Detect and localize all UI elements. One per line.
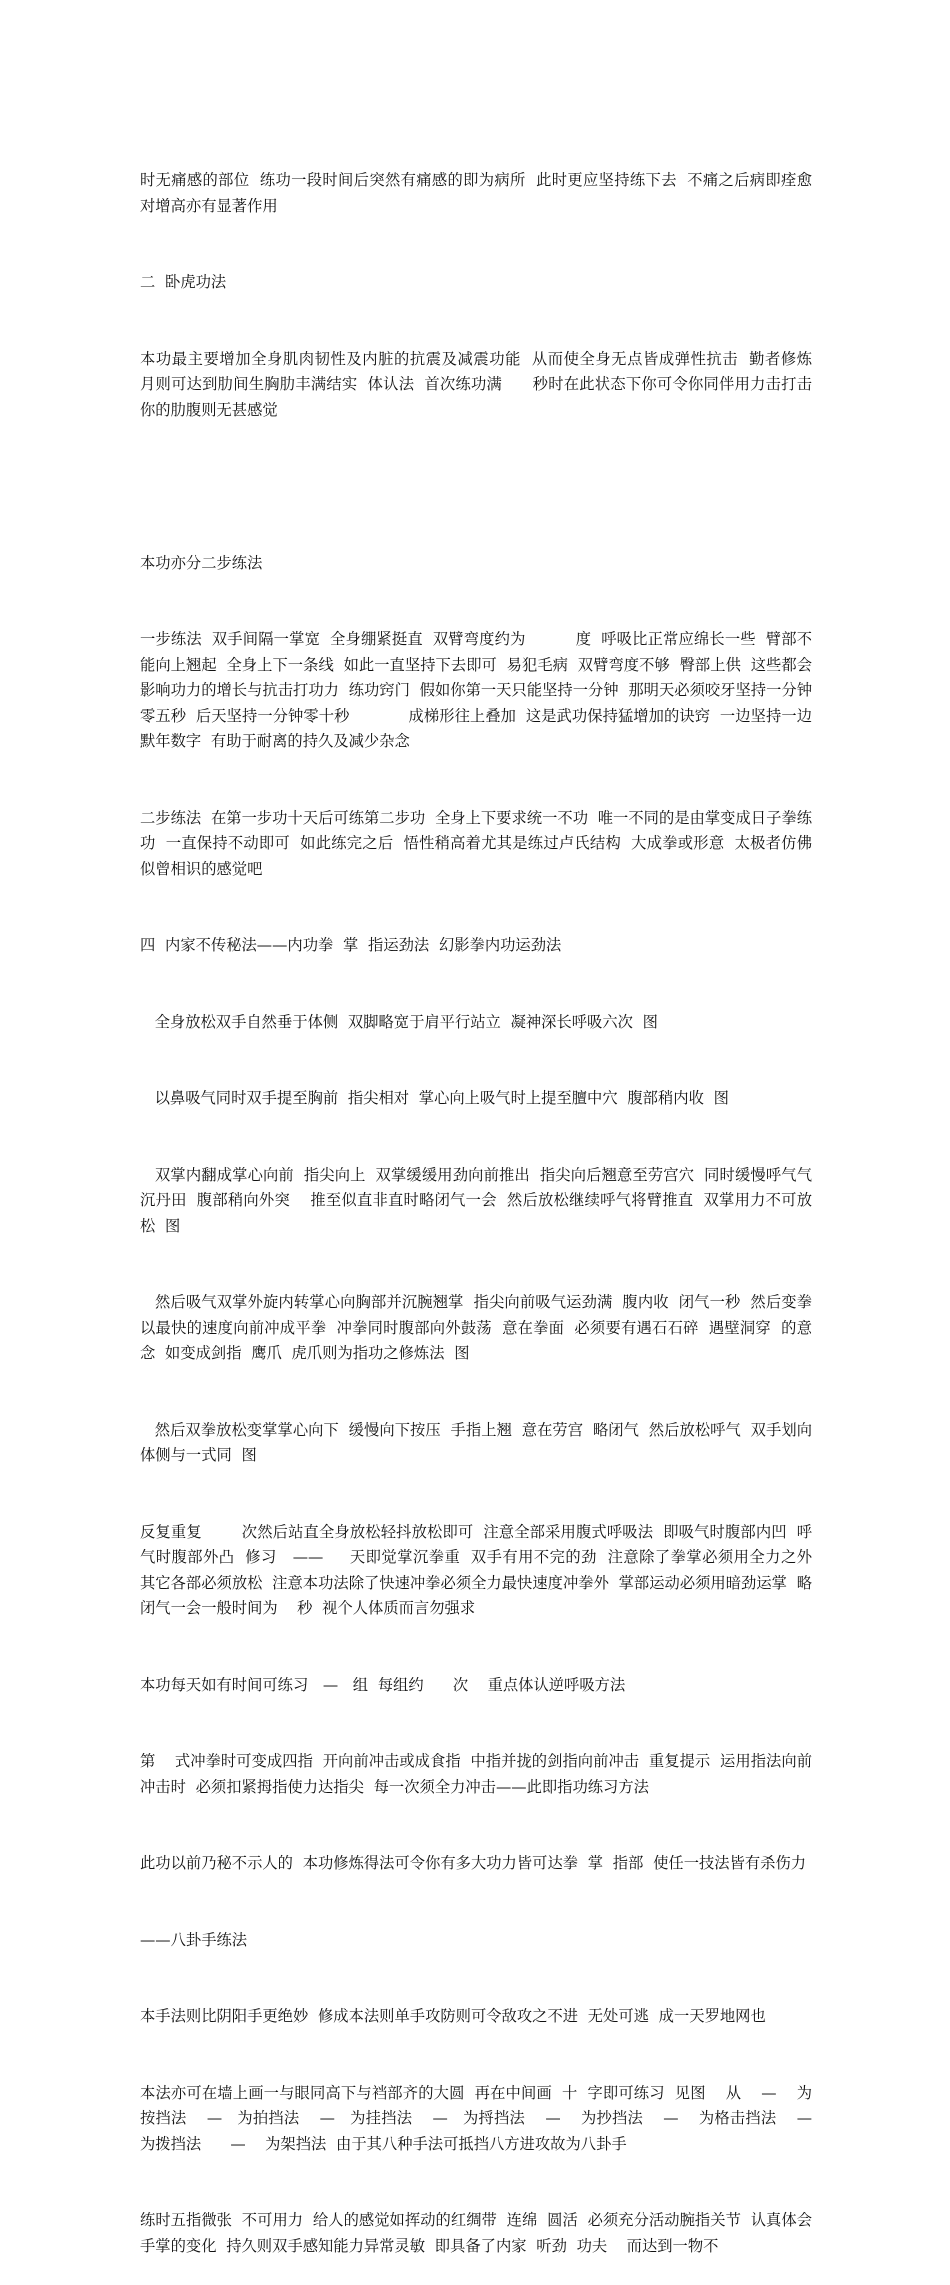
- paragraph-form-3: 双掌内翻成掌心向前 指尖向上 双掌缓缓用劲向前推出 指尖向后翘意至劳宫穴 同时缓慢呼气气沉丹田 腹部稍向外突 推至似直非直时略闭气一会 然后放松继续呼气将臂推直 双掌用力不可放松 图: [140, 1165, 813, 1235]
- paragraph-bagua-wall: 本法亦可在墙上画一与眼同高下与裆部齐的大圆 再在中间画 十 字即可练习 见图 从 — 为按挡法 — 为拍挡法 — 为挂挡法 — 为捋挡法 — 为抄挡法 — 为格击挡法 — 为拨挡法 — 为架挡法 由于其八种手法可抵挡八方进攻故为八卦手: [140, 2083, 842, 2153]
- paragraph-bagua-intro: 本手法则比阴阳手更绝妙 修成本法则单手攻防则可令敌攻之不进 无处可逃 成一天罗地网也: [140, 2007, 766, 2025]
- paragraph-wohu-intro: 本功最主要增加全身肌肉韧性及内脏的抗震及减震功能 从而使全身无点皆成弹性抗击 勤者修炼 月则可达到肋间生胸肋丰满结实 体认法 首次练功满 秒时在此状态下你可令你同伴用力击打击你的肋腹则无甚感觉: [140, 349, 842, 419]
- paragraph-daily-practice: 本功每天如有时间可练习 — 组 每组约 次 重点体认逆呼吸方法: [140, 1675, 626, 1694]
- section-heading-wohu: 二 卧虎功法: [140, 273, 227, 291]
- paragraph-repeat: 反复重复 次然后站直全身放松轻抖放松即可 注意全部采用腹式呼吸法 即吸气时腹部内凹 呼气时腹部外凸 修习 —— 天即觉掌沉拳重 双手有用不完的劲 注意除了拳掌必须用全力之外 其它各部必须放松 注意本功法除了快速冲拳必须全力最快速度冲拳外 掌部运动必须用暗劲运掌 略闭气一会一般时间为 秒 视个人体质而言勿强求: [140, 1522, 822, 1617]
- paragraph-two-steps: 本功亦分二步练法: [140, 553, 263, 572]
- paragraph-form-5: 然后双拳放松变掌掌心向下 缓慢向下按压 手指上翘 意在劳宫 略闭气 然后放松呼气 双手划向体侧与一式同 图: [140, 1420, 812, 1464]
- section-heading-neijia: 四 内家不传秘法——内功拳 掌 指运劲法 幻影拳内功运劲法: [140, 936, 562, 954]
- paragraph-secret: 此功以前乃秘不示人的 本功修炼得法可令你有多大功力皆可达拳 掌 指部 使任一技法皆有杀伤力: [140, 1854, 807, 1872]
- paragraph-intro: 时无痛感的部位 练功一段时间后突然有痛感的即为病所 此时更应坚持练下去 不痛之后病即痊愈 对增高亦有显著作用: [140, 171, 822, 215]
- section-heading-bagua: ——八卦手练法: [140, 1930, 248, 1949]
- paragraph-step-one: 一步练法 双手间隔一掌宽 全身绷紧挺直 双臂弯度约为 度 呼吸比正常应绵长一些 臂部不能向上翘起 全身上下一条线 如此一直坚持下去即可 易犯毛病 双臂弯度不够 臀部上供 这些都会影响功力的增长与抗击打功力 练功窍门 假如你第一天只能坚持一分钟 那明天必须咬牙坚持一分钟零五秒 后天坚持一分钟零十秒 成梯形往上叠加 这是武功保持猛增加的诀窍 一边坚持一边默年数字 有助于耐离的持久及减少杂念: [140, 630, 812, 750]
- paragraph-step-two: 二步练法 在第一步功十天后可练第二步功 全身上下要求统一不功 唯一不同的是由掌变成日子拳练功 一直保持不动即可 如此练完之后 悟性稍高着尤其是练过卢氏结构 大成拳或形意 太极者仿佛似曾相识的感觉吧: [140, 808, 812, 878]
- paragraph-finger-variation: 第 式冲拳时可变成四指 开向前冲击或成食指 中指并拢的剑指向前冲击 重复提示 运用指法向前冲击时 必须扣紧拇指使力达指尖 每一次须全力冲击——此即指功练习方法: [140, 1752, 812, 1796]
- blank-line: [140, 474, 812, 500]
- paragraph-form-2: 以鼻吸气同时双手提至胸前 指尖相对 掌心向上吸气时上提至膻中穴 腹部稍内收 图: [140, 1089, 729, 1107]
- paragraph-bagua-practice: 练时五指微张 不可用力 给人的感觉如挥动的红绸带 连绵 圆活 必须充分活动腕指关节 认真体会手掌的变化 持久则双手感知能力异常灵敏 即具备了内家 听劲 功夫 而达到一物不: [140, 2211, 812, 2255]
- paragraph-form-4: 然后吸气双掌外旋内转掌心向胸部并沉腕翘掌 指尖向前吸气运劲满 腹内收 闭气一秒 然后变拳以最快的速度向前冲成平拳 冲拳同时腹部向外鼓荡 意在拳面 必须要有遇石石碎 遇壁洞穿 的意念 如变成剑指 鹰爪 虎爪则为指功之修炼法 图: [140, 1293, 813, 1362]
- paragraph-form-1: 全身放松双手自然垂于体侧 双脚略宽于肩平行站立 凝神深长呼吸六次 图: [140, 1012, 658, 1031]
- document-page: [140, 117, 842, 2285]
